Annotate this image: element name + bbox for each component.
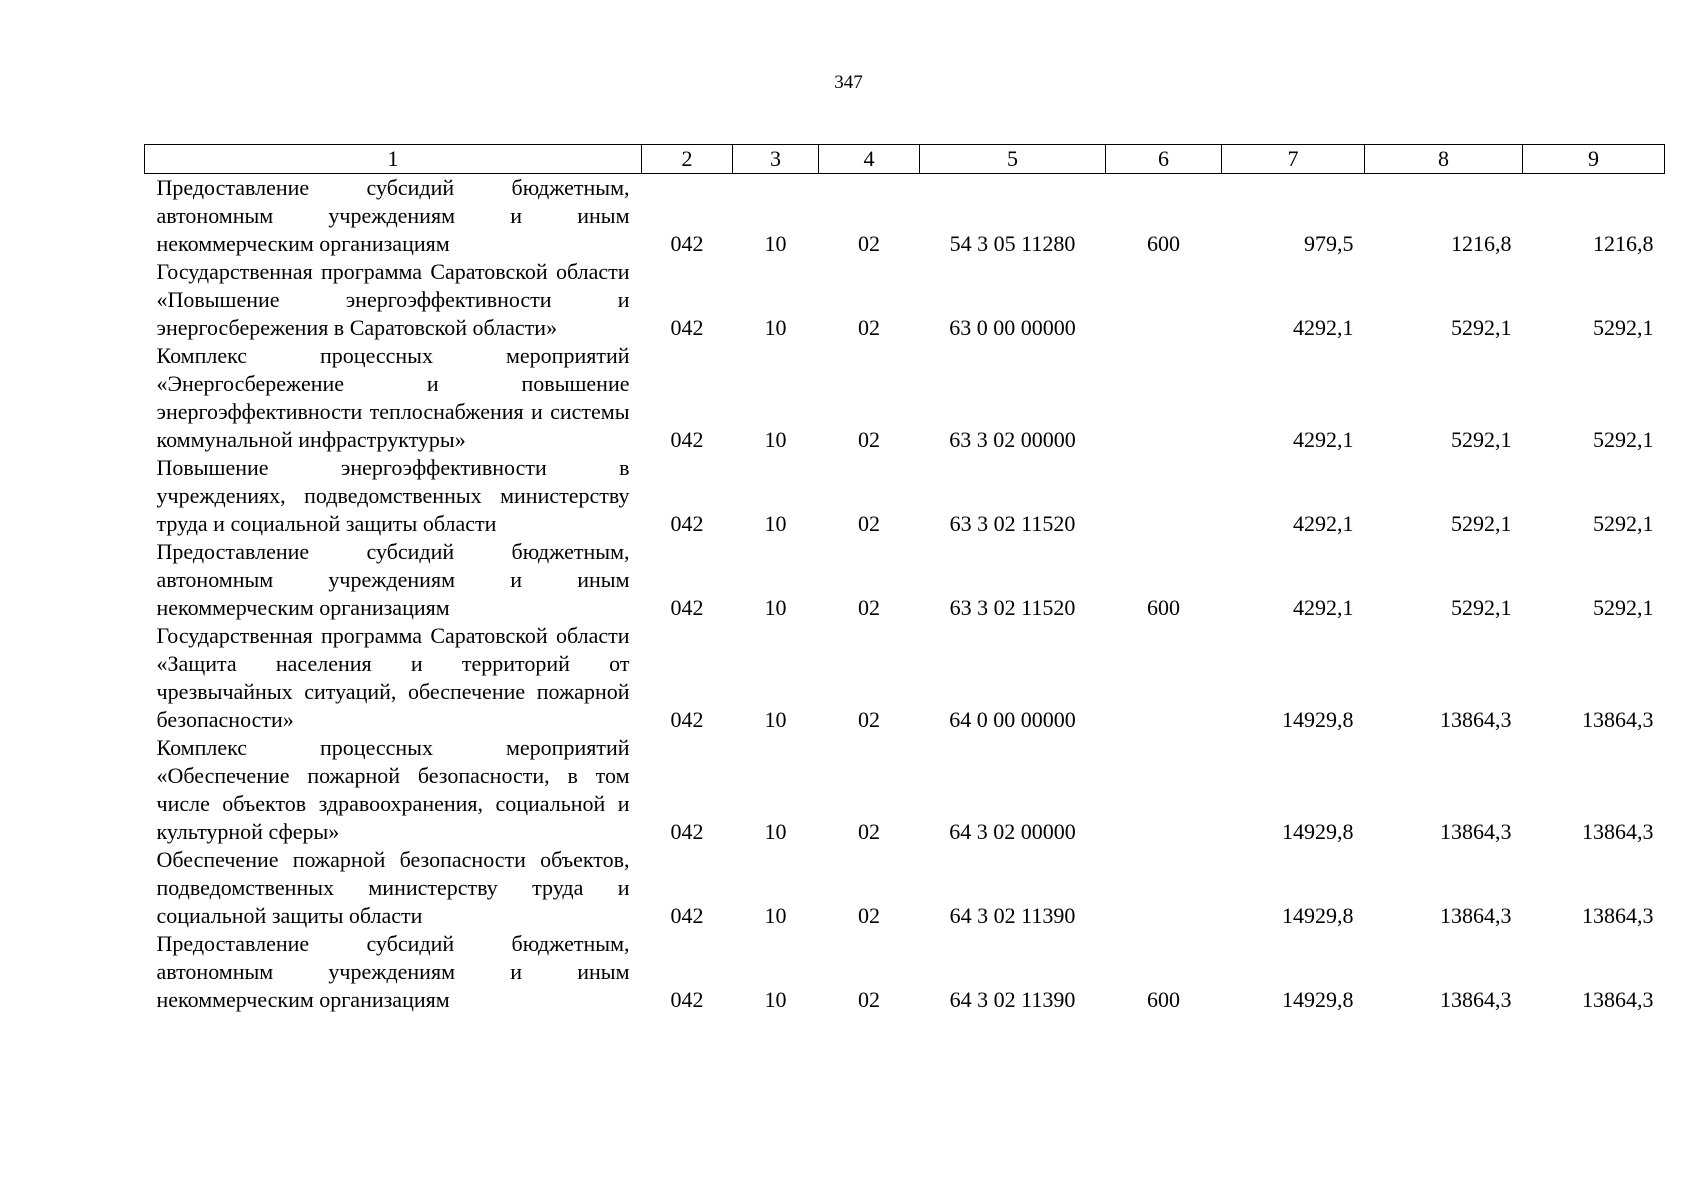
row-ved-code: 042 [670, 987, 704, 1012]
row-name: Предоставление субсидий бюджетным, автономным учреждениям и иным некоммерческим организациям [156, 175, 630, 256]
row-ved-code: 042 [670, 427, 704, 452]
row-subsection-code: 02 [858, 511, 880, 536]
row-value-col9: 13864,3 [1582, 987, 1654, 1012]
column-header-9: 9 [1523, 145, 1665, 174]
table-body [145, 174, 1665, 1015]
row-value-col8: 5292,1 [1451, 511, 1512, 536]
row-ved-code: 042 [670, 819, 704, 844]
row-value-col9: 13864,3 [1582, 903, 1654, 928]
table-row [145, 538, 1665, 622]
row-value-col9: 5292,1 [1593, 427, 1654, 452]
row-ved-code: 042 [670, 231, 704, 256]
table-row [145, 342, 1665, 454]
row-name: Государственная программа Саратовской области «Повышение энергоэффективности и энергосбережения в Саратовской области» [156, 259, 630, 340]
column-header-7: 7 [1222, 145, 1365, 174]
row-expense-type-code: 600 [1147, 231, 1180, 256]
row-subsection-code: 02 [858, 903, 880, 928]
row-section-code: 10 [764, 903, 787, 928]
row-section-code: 10 [764, 707, 787, 732]
row-subsection-code: 02 [858, 427, 880, 452]
row-expense-type-code [1106, 258, 1222, 342]
column-header-8: 8 [1365, 145, 1523, 174]
row-subsection-code: 02 [858, 315, 880, 340]
row-value-col8: 13864,3 [1440, 707, 1512, 732]
row-section-code: 10 [764, 315, 787, 340]
row-target-article-code: 63 3 02 11520 [949, 595, 1076, 620]
row-target-article-code: 63 0 00 00000 [949, 315, 1076, 340]
row-name: Обеспечение пожарной безопасности объектов, подведомственных министерству труда и социальной защиты области [156, 847, 630, 928]
row-target-article-code: 54 3 05 11280 [949, 231, 1076, 256]
table-row [145, 454, 1665, 538]
row-value-col8: 1216,8 [1451, 231, 1512, 256]
row-subsection-code: 02 [858, 707, 880, 732]
table-row [145, 174, 1665, 259]
row-section-code: 10 [764, 231, 787, 256]
row-value-col9: 5292,1 [1593, 511, 1654, 536]
row-target-article-code: 64 3 02 00000 [949, 819, 1076, 844]
table-row [145, 734, 1665, 846]
row-name: Комплекс процессных мероприятий «Обеспечение пожарной безопасности, в том числе объектов здравоохранения, социальной и культурной сферы» [156, 735, 630, 844]
row-value-col7: 4292,1 [1293, 427, 1354, 452]
row-section-code: 10 [764, 819, 787, 844]
row-name: Предоставление субсидий бюджетным, автономным учреждениям и иным некоммерческим организациям [156, 931, 630, 1012]
row-expense-type-code [1106, 734, 1222, 846]
row-ved-code: 042 [670, 707, 704, 732]
row-value-col8: 5292,1 [1451, 595, 1512, 620]
row-value-col7: 979,5 [1304, 231, 1354, 256]
row-value-col9: 13864,3 [1582, 819, 1654, 844]
row-subsection-code: 02 [858, 595, 880, 620]
row-value-col7: 14929,8 [1282, 987, 1354, 1012]
row-target-article-code: 63 3 02 11520 [949, 511, 1076, 536]
row-section-code: 10 [764, 511, 787, 536]
column-header-1: 1 [145, 145, 642, 174]
row-value-col7: 14929,8 [1282, 903, 1354, 928]
column-header-2: 2 [642, 145, 733, 174]
row-value-col7: 4292,1 [1293, 511, 1354, 536]
table-row [145, 622, 1665, 734]
row-expense-type-code: 600 [1147, 595, 1180, 620]
row-value-col9: 13864,3 [1582, 707, 1654, 732]
column-header-6: 6 [1106, 145, 1222, 174]
row-value-col7: 4292,1 [1293, 315, 1354, 340]
row-ved-code: 042 [670, 595, 704, 620]
row-ved-code: 042 [670, 315, 704, 340]
table-row [145, 258, 1665, 342]
row-expense-type-code [1106, 622, 1222, 734]
row-value-col8: 13864,3 [1440, 987, 1512, 1012]
row-name: Повышение энергоэффективности в учреждениях, подведомственных министерству труда и социальной защиты области [156, 455, 630, 536]
row-section-code: 10 [764, 427, 787, 452]
row-expense-type-code [1106, 846, 1222, 930]
budget-table [144, 144, 1665, 1014]
row-value-col8: 13864,3 [1440, 903, 1512, 928]
row-value-col8: 5292,1 [1451, 427, 1512, 452]
column-header-5: 5 [920, 145, 1106, 174]
row-value-col7: 14929,8 [1282, 707, 1354, 732]
row-name: Комплекс процессных мероприятий «Энергосбережение и повышение энергоэффективности теплоснабжения и системы коммунальной инфраструктуры» [156, 343, 630, 452]
row-name: Предоставление субсидий бюджетным, автономным учреждениям и иным некоммерческим организациям [156, 539, 630, 620]
row-target-article-code: 64 0 00 00000 [949, 707, 1076, 732]
column-header-3: 3 [733, 145, 819, 174]
row-ved-code: 042 [670, 903, 704, 928]
row-section-code: 10 [764, 987, 787, 1012]
row-value-col7: 4292,1 [1293, 595, 1354, 620]
row-value-col8: 13864,3 [1440, 819, 1512, 844]
row-expense-type-code [1106, 342, 1222, 454]
page-number: 347 [834, 72, 863, 93]
row-ved-code: 042 [670, 511, 704, 536]
row-subsection-code: 02 [858, 819, 880, 844]
row-value-col7: 14929,8 [1282, 819, 1354, 844]
row-target-article-code: 64 3 02 11390 [949, 987, 1076, 1012]
row-value-col9: 5292,1 [1593, 315, 1654, 340]
table-row [145, 930, 1665, 1014]
row-target-article-code: 63 3 02 00000 [949, 427, 1076, 452]
header-row [145, 145, 1665, 174]
column-header-4: 4 [819, 145, 920, 174]
row-subsection-code: 02 [858, 987, 880, 1012]
row-value-col9: 5292,1 [1593, 595, 1654, 620]
row-section-code: 10 [764, 595, 787, 620]
row-value-col9: 1216,8 [1593, 231, 1654, 256]
row-expense-type-code [1106, 454, 1222, 538]
row-subsection-code: 02 [858, 231, 880, 256]
row-expense-type-code: 600 [1147, 987, 1180, 1012]
row-target-article-code: 64 3 02 11390 [949, 903, 1076, 928]
row-name: Государственная программа Саратовской области «Защита населения и территорий от чрезвычайных ситуаций, обеспечение пожарной безопасности» [156, 623, 630, 732]
table-row [145, 846, 1665, 930]
row-value-col8: 5292,1 [1451, 315, 1512, 340]
